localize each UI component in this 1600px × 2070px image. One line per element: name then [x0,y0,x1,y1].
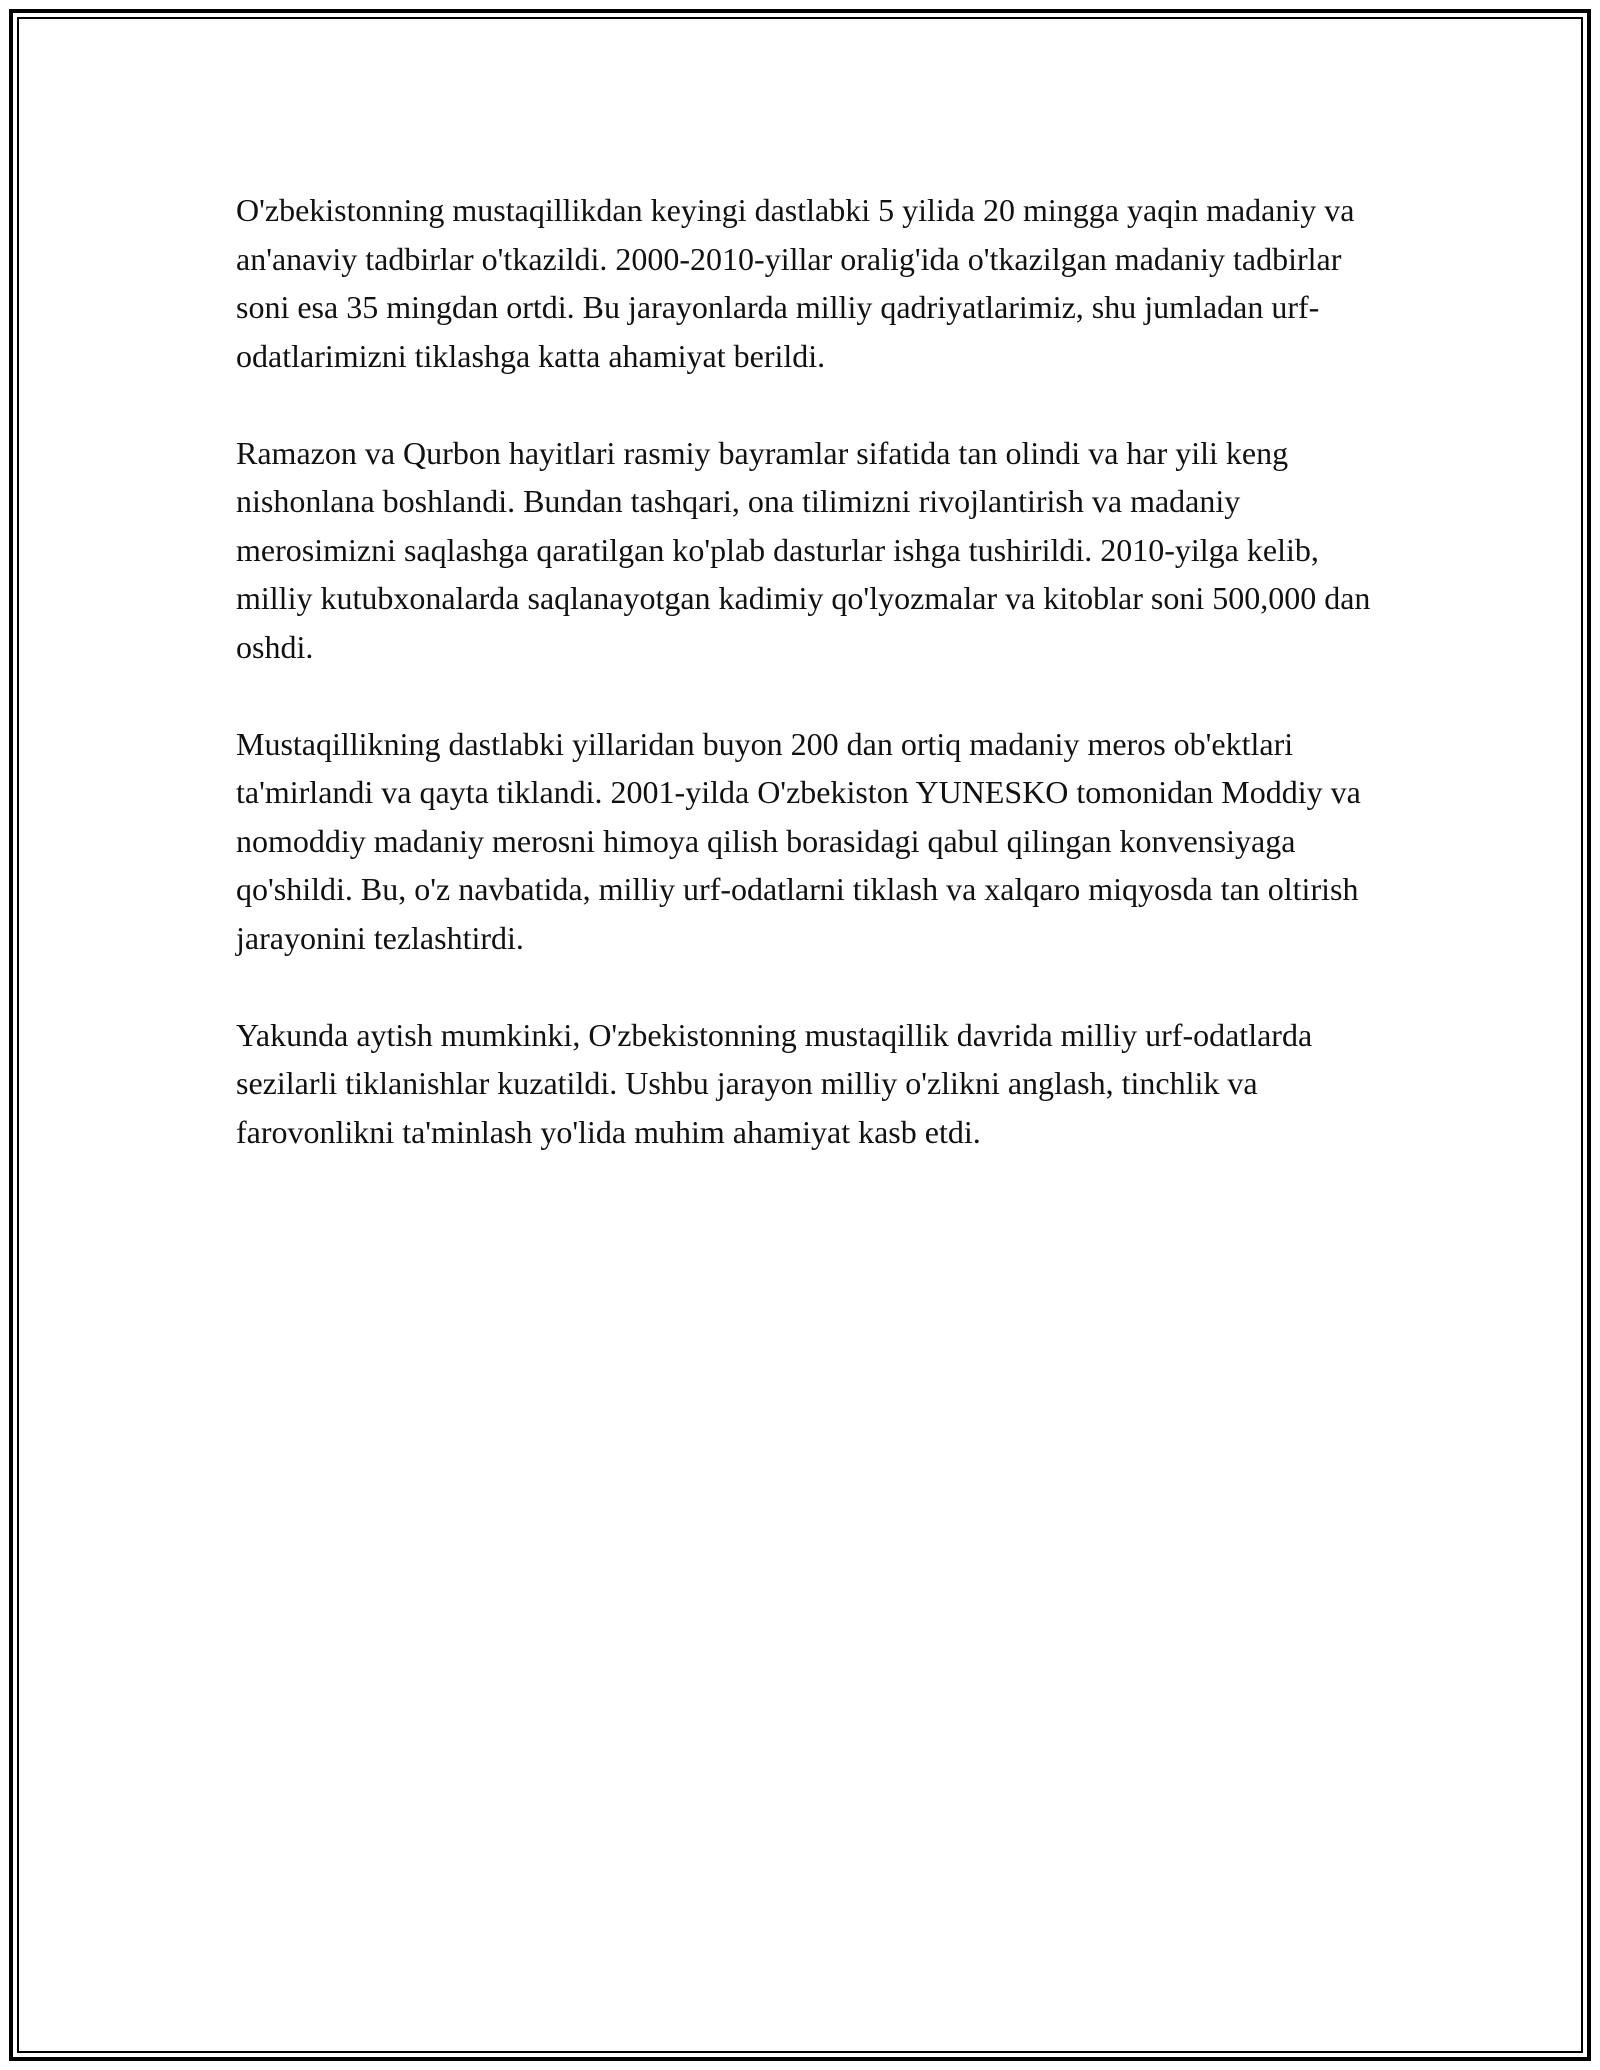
paragraph-1: O'zbekistonning mustaqillikdan keyingi dastlabki 5 yilida 20 mingga yaqin madaniy va an'anaviy tadbirlar o'tkazildi. 2000-2010-yillar oralig'ida o'tkazilgan madaniy tadbirlar soni esa 35 mingdan ortdi. Bu jarayonlarda milliy qadriyatlarimiz, shu jumladan urf-odatlarimizni tiklashga katta ahamiyat berildi. [236,192,1355,374]
paragraph-3: Mustaqillikning dastlabki yillaridan buyon 200 dan ortiq madaniy meros ob'ektlari ta'mirlandi va qayta tiklandi. 2001-yilda O'zbekiston YUNESKO tomonidan Moddiy va nomoddiy madaniy merosni himoya qilish borasidagi qabul qilingan konvensiyaga qo'shildi. Bu, o'z navbatida, milliy urf-odatlarni tiklash va xalqaro miqyosda tan oltirish jarayonini tezlashtirdi. [236,725,1361,956]
document-body [236,186,1376,1156]
paragraph-2: Ramazon va Qurbon hayitlari rasmiy bayramlar sifatida tan olindi va har yili keng nishonlana boshlandi. Bundan tashqari, ona tilimizni rivojlantirish va madaniy merosimizni saqlashga qaratilgan ko'plab dasturlar ishga tushirildi. 2010-yilga kelib, milliy kutubxonalarda saqlanayotgan kadimiy qo'lyozmalar va kitoblar soni 500,000 dan oshdi. [236,434,1371,665]
paragraph-4: Yakunda aytish mumkinki, O'zbekistonning mustaqillik davrida milliy urf-odatlarda sezilarli tiklanishlar kuzatildi. Ushbu jarayon milliy o'zlikni anglash, tinchlik va farovonlikni ta'minlash yo'lida muhim ahamiyat kasb etdi. [236,1016,1313,1150]
